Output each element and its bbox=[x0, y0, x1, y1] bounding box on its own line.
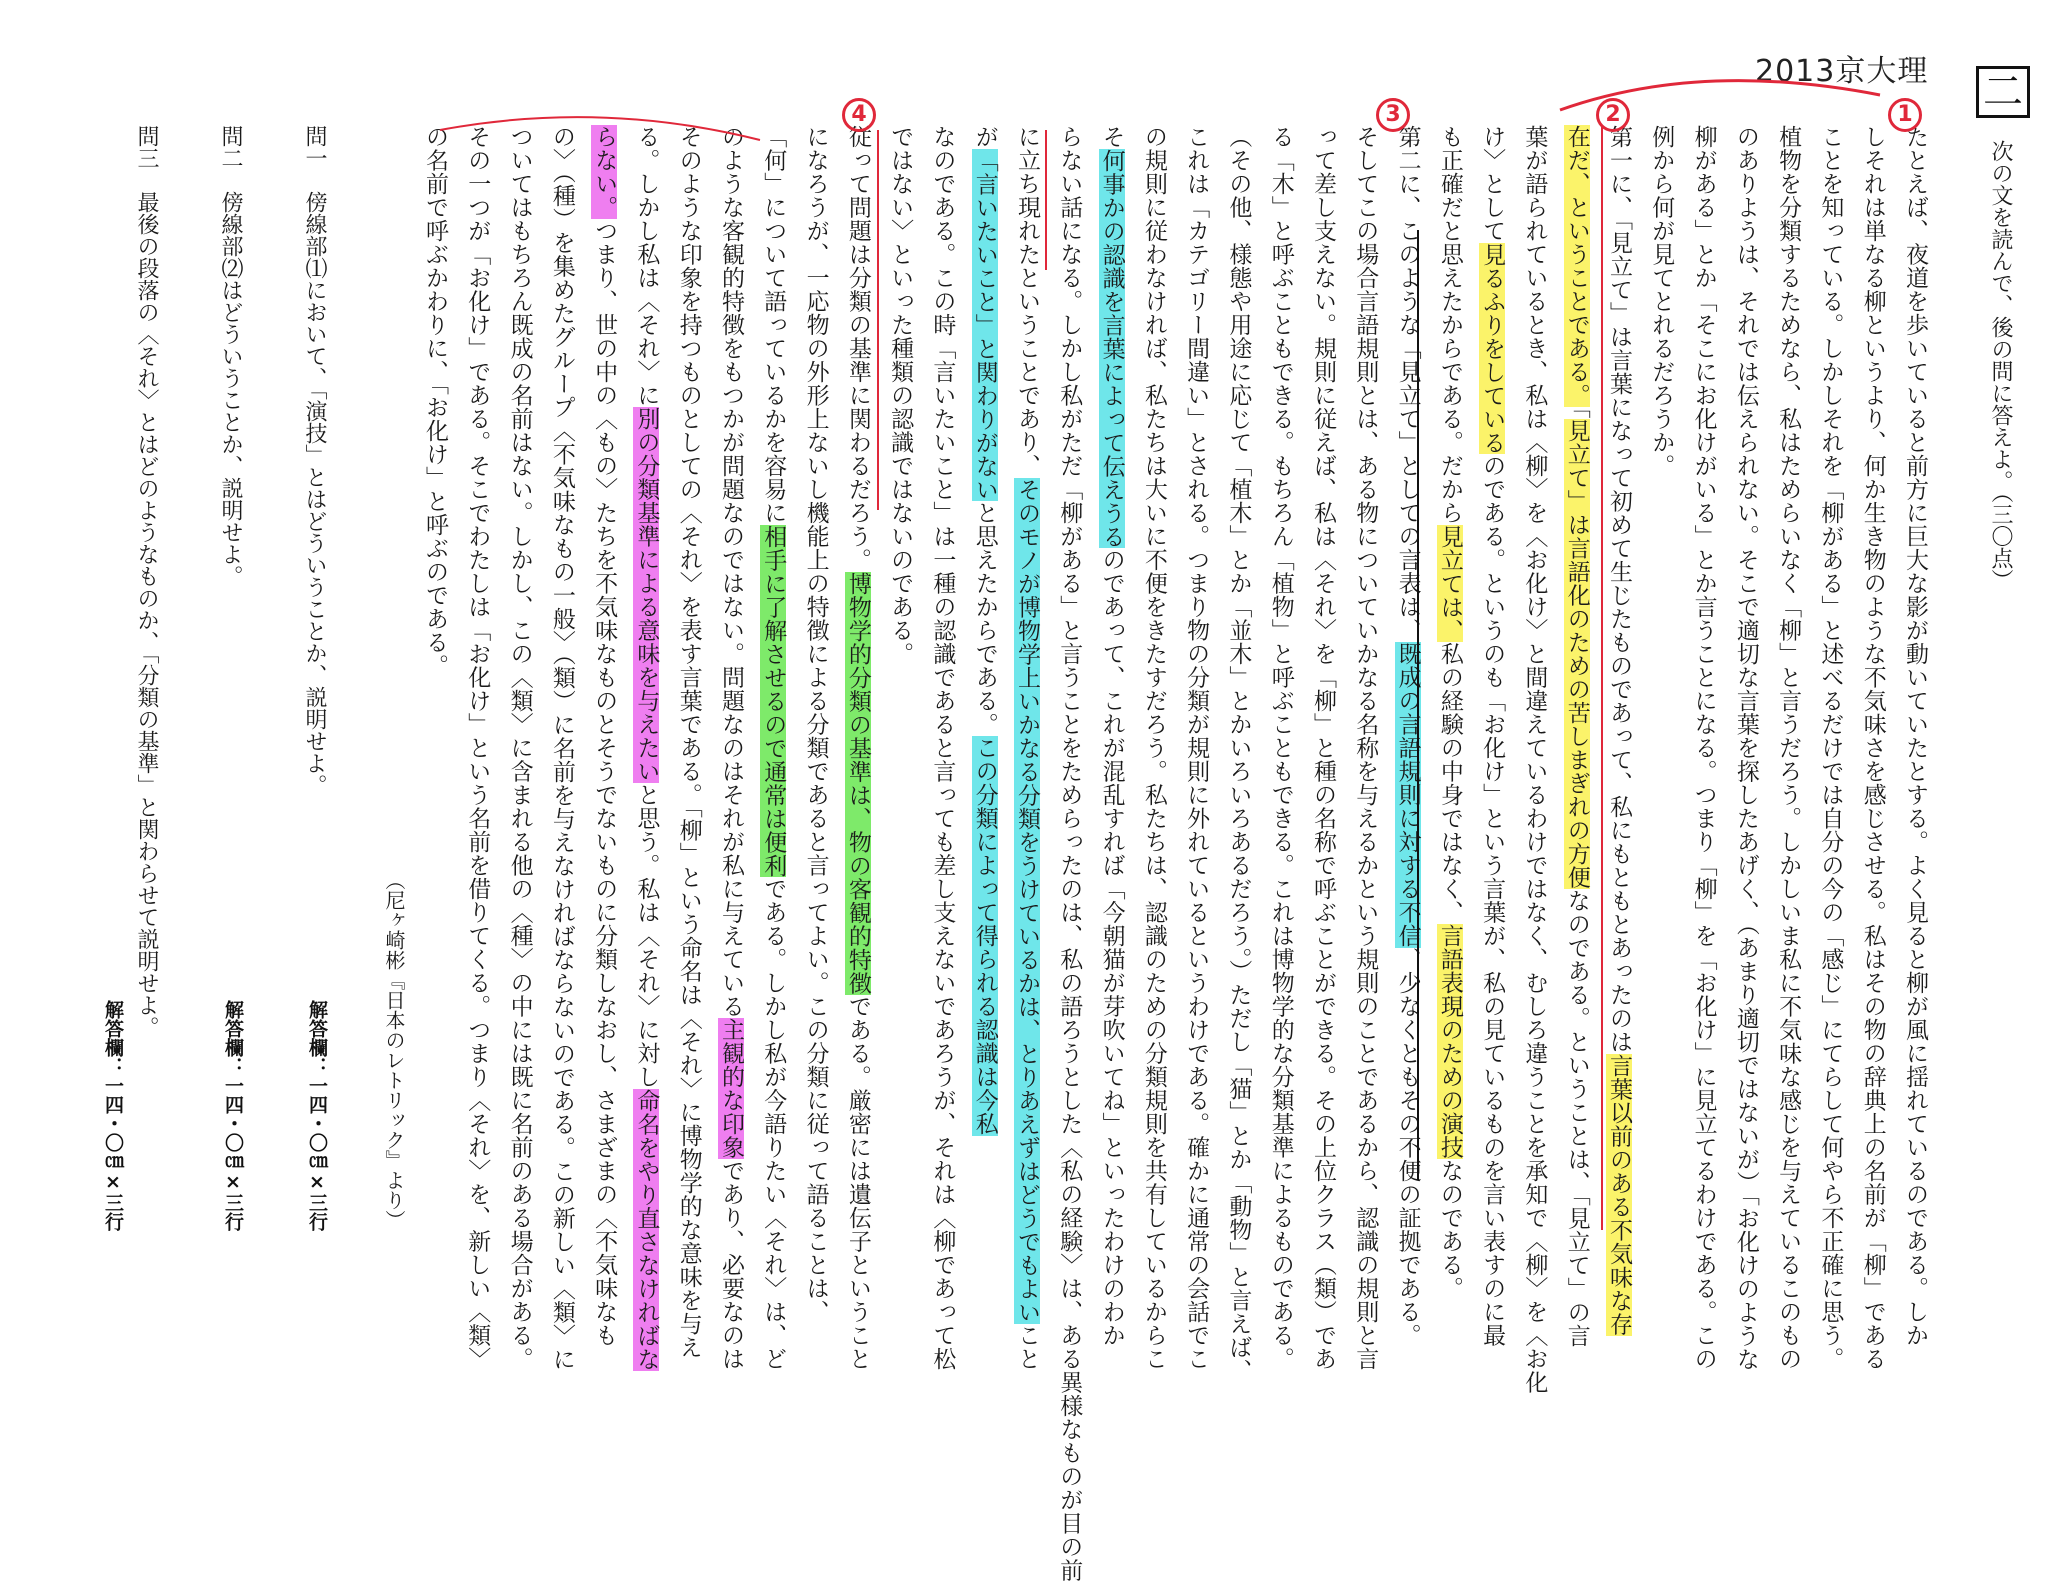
answer-box-1: 解答欄：一四・〇㎝×三行 bbox=[306, 1000, 328, 1231]
text-column: も正確だと思えたからである。だから見立ては、私の経験の中身ではなく、言語表現のための演技なのである。 bbox=[1436, 125, 1463, 1300]
question-2 bbox=[216, 125, 244, 587]
text-column: 柳がある」とか「そこにお化けがいる」とか言うことになる。つまり「柳」を「お化け」に見立てるわけである。この bbox=[1690, 125, 1717, 1371]
text-column: る「木」と呼ぶこともできる。もちろん「植物」と呼ぶこともできる。これは博物学的な分類基準によるものである。 bbox=[1267, 125, 1294, 1371]
instruction-text: 次の文を読んで、後の問に答えよ。（三〇点） bbox=[1988, 140, 2013, 591]
text-column: る。しかし私は〈それ〉に別の分類基準による意味を与えたいと思う。私は〈それ〉に対し命名をやり直さなければな bbox=[633, 125, 660, 1371]
text-column: そ何事かの認識を言葉によって伝えうるのであって、これが混乱すれば「今朝猫が芽吹いてね」といったわけのわか bbox=[1098, 125, 1125, 1347]
text-column: そしてこの場合言語規則とは、ある物についていかなる名称を与えるかという規則のことであるから、認識の規則と言 bbox=[1352, 125, 1379, 1371]
paragraph-number-4: 4 bbox=[842, 98, 876, 132]
question-2-text: 傍線部⑵はどういうことか、説明せよ。 bbox=[218, 191, 243, 587]
paragraph-number-3: 3 bbox=[1376, 98, 1410, 132]
text-column: け〉として見るふりをしているのである。というのも「お化け」という言葉が、私の見ているものを言い表すのに最 bbox=[1479, 125, 1506, 1347]
citation: （尼ヶ崎彬『日本のレトリック』より） bbox=[382, 870, 406, 1230]
text-column: の規則に従わなければ、私たちは大いに不便をきたすだろう。私たちは、認識のための分類規則を共有しているからこ bbox=[1140, 125, 1167, 1371]
question-1 bbox=[300, 125, 328, 796]
question-3 bbox=[132, 125, 160, 1038]
text-column: たとえば、夜道を歩いていると前方に巨大な影が動いていたとする。よく見ると柳が風に揺れているのである。しか bbox=[1902, 125, 1928, 1347]
text-column: 従って問題は分類の基準に関わるだろう。博物学的分類の基準は、物の客観的特徴である。厳密には遺伝子ということ bbox=[844, 125, 871, 1371]
text-column: これは「カテゴリー間違い」とされる。つまり物の分類が規則に外れているというわけである。確かに通常の会話でこ bbox=[1183, 125, 1210, 1371]
answer-box-3: 解答欄：一四・〇㎝×三行 bbox=[102, 1000, 124, 1231]
question-number-box: 二 bbox=[1976, 66, 2030, 118]
text-column: って差し支えない。規則に従えば、私は〈それ〉を「柳」と種の名称で呼ぶことができる。その上位クラス（類）であ bbox=[1310, 125, 1336, 1371]
text-column: 第二に、このような「見立て」としての言表は、既成の言語規則に対する不信、少なくともその不便の証拠である。 bbox=[1394, 125, 1421, 1347]
text-column: のような客観的特徴をもつかが問題なのではない。問題なのはそれが私に与えている主観的な印象であり、必要なのは bbox=[718, 125, 744, 1371]
question-2-label: 問二 bbox=[218, 125, 243, 169]
text-column: ついてはもちろん既成の名前はない。しかし、この〈類〉に含まれる他の〈種〉の中には既に名前のある場合がある。 bbox=[506, 125, 533, 1371]
text-column: 在だ、ということである。「見立て」は言語化のための苦しまぎれの方便なのである。ということは、「見立て」の言 bbox=[1563, 125, 1590, 1348]
paragraph-number-2: 2 bbox=[1596, 98, 1630, 132]
text-column: に立ち現れたということであり、そのモノが博物学上いかなる分類をうけているかは、とりあえずはどうでもよいこと bbox=[1014, 125, 1040, 1371]
text-column: らない。つまり、世の中の〈もの〉たちを不気味なものとそうでないものに分類しなおし、さまざまの〈不気味なも bbox=[591, 125, 618, 1347]
question-3-text: 最後の段落の〈それ〉とはどのようなものか、「分類の基準」と関わらせて説明せよ。 bbox=[134, 191, 159, 1038]
text-column: の〉（種）を集めたグループ〈不気味なもの一般〉（類）に名前を与えなければならないのである。この新しい〈類〉に bbox=[548, 125, 575, 1371]
text-column: そのような印象を持つものとしての〈それ〉を表す言葉である。「柳」という命名は〈それ〉に博物学的な意味を与え bbox=[675, 125, 702, 1359]
question-1-label: 問一 bbox=[302, 125, 327, 169]
handwritten-note: 2013京大理 bbox=[1755, 54, 1929, 89]
text-column: 第一に、「見立て」は言葉になって初めて生じたものであって、私にもともとあったのは言葉以前のある不気味な存 bbox=[1606, 125, 1632, 1336]
text-column: 「何」について語っているかを容易に相手に了解させるので通常は便利である。しかし私が今語りたい〈それ〉は、ど bbox=[760, 125, 787, 1371]
text-column: （その他、様態や用途に応じて「植木」とか「並木」とかいろいろあるだろう。）ただし「猫」とか「動物」と言えば、 bbox=[1225, 125, 1252, 1383]
question-1-text: 傍線部⑴において、「演技」とはどういうことか、説明せよ。 bbox=[302, 191, 327, 796]
text-column: の名前で呼ぶかわりに、「お化け」と呼ぶのである。 bbox=[422, 125, 448, 678]
text-column: ことを知っている。しかしそれを「柳がある」と述べるだけでは自分の今の「感じ」にてらして何やら不正確に思う。 bbox=[1817, 125, 1844, 1371]
text-column: 例から何が見てとれるだろうか。 bbox=[1648, 125, 1675, 478]
text-column: 植物を分類するためなら、私はためらいなく「柳」と言うだろう。しかしいま私に不気味な感じを与えているこのもの bbox=[1775, 125, 1802, 1371]
text-column: のありようは、それでは伝えられない。そこで適切な言葉を探したあげく、（あまり適切ではないが）「お化けのような bbox=[1732, 125, 1759, 1371]
text-column: が「言いたいこと」と関わりがないと思えたからである。この分類によって得られる認識は今私 bbox=[971, 125, 998, 1136]
text-column: 葉が語られているとき、私は〈柳〉を〈お化け〉と間違えているわけではなく、むしろ違うことを承知で〈柳〉を〈お化 bbox=[1521, 125, 1548, 1394]
answer-box-2: 解答欄：一四・〇㎝×三行 bbox=[222, 1000, 244, 1231]
paragraph-number-1: 1 bbox=[1888, 98, 1922, 132]
text-column: ではない〉といった種類の認識ではないのである。 bbox=[887, 125, 914, 666]
text-column: その一つが「お化け」である。そこでわたしは「お化け」という名前を借りてくる。つまり〈それ〉を、新しい〈類〉 bbox=[464, 125, 491, 1371]
text-column: なのである。この時「言いたいこと」は一種の認識であると言っても差し支えないであろうが、それは〈柳であって松 bbox=[929, 125, 956, 1371]
text-column: らない話になる。しかし私がただ「柳がある」と言うことをためらったのは、私の語ろうとした〈私の経験〉は、ある異様なものが目の前 bbox=[1056, 125, 1083, 1582]
text-column: しそれは単なる柳というより、何か生き物のような不気味さを感じさせる。私はその物の辞典上の名前が「柳」である bbox=[1859, 125, 1886, 1371]
text-column: になろうが、一応物の外形上ないし機能上の特徴による分類であると言ってよい。この分類に従って語ることは、 bbox=[802, 125, 829, 1324]
question-3-label: 問三 bbox=[134, 125, 159, 169]
